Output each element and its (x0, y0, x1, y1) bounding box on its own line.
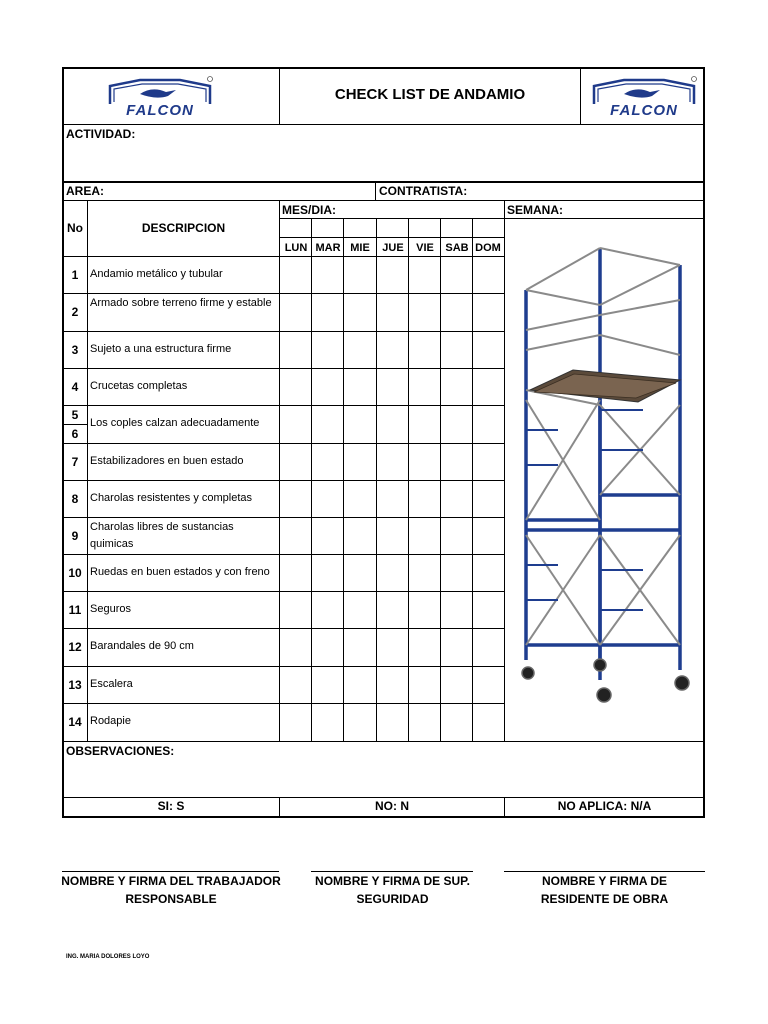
item-no: 7 (71, 455, 79, 469)
semana-label: SEMANA: (507, 203, 563, 217)
signature-resident-line2: RESIDENTE DE OBRA (540, 892, 669, 906)
contratista-label: CONTRATISTA: (379, 184, 468, 198)
day-mar: MAR (315, 242, 341, 254)
item-no: 12 (68, 640, 82, 654)
item-no: 11 (68, 603, 82, 617)
day-sab: SAB (445, 242, 469, 254)
area-label: AREA: (66, 184, 104, 198)
signature-safety-line2: SEGURIDAD (356, 892, 429, 906)
item-desc: Estabilizadores en buen estado (90, 455, 244, 467)
signature-resident (504, 872, 705, 908)
item-no: 4 (71, 380, 79, 394)
item-no: 5 (71, 408, 79, 422)
item-desc: Andamio metálico y tubular (90, 268, 223, 280)
col-no-header: No (67, 221, 83, 235)
item-no: 9 (71, 529, 79, 543)
row-line (63, 331, 504, 332)
observaciones-bottom-line (63, 797, 704, 798)
signature-worker-line1: NOMBRE Y FIRMA DEL TRABAJADOR (61, 874, 281, 888)
page-title: CHECK LIST DE ANDAMIO (334, 86, 526, 103)
legend-no: NO: N (375, 799, 409, 813)
day-vie: VIE (416, 242, 434, 254)
item-desc: Seguros (90, 603, 131, 615)
item-desc: Ruedas en buen estados y con freno (90, 566, 270, 578)
day-lun: LUN (284, 242, 308, 254)
item-no: 14 (68, 715, 82, 729)
signature-worker (58, 872, 284, 908)
item-no: 2 (71, 305, 79, 319)
falcon-logo-right (586, 74, 702, 120)
scaffold-icon (508, 240, 702, 710)
row-line (63, 666, 504, 667)
signature-resident-line1: NOMBRE Y FIRMA DE (541, 874, 668, 888)
footer-author: ING. MARIA DOLORES LOYO (66, 954, 150, 960)
observaciones-label: OBSERVACIONES: (66, 744, 175, 758)
row-line (63, 405, 504, 406)
item-no: 1 (71, 268, 79, 282)
item-no: 3 (71, 343, 79, 357)
date-row-bottom-line (279, 237, 504, 238)
actividad-bottom-line (63, 181, 704, 183)
row-line (63, 591, 504, 592)
area-divider (375, 182, 376, 200)
item-desc: Armado sobre terreno firme y estable (90, 297, 272, 309)
table-bottom-line (63, 741, 704, 742)
row-line (63, 443, 504, 444)
col-days-divider (504, 201, 505, 741)
signature-worker-line2: RESPONSABLE (125, 892, 217, 906)
signature-safety (300, 872, 485, 908)
item-desc: Escalera (90, 678, 133, 690)
item-desc: Los coples calzan adecuadamente (90, 417, 260, 429)
area-bottom-line (63, 200, 704, 201)
row-line (63, 293, 504, 294)
row-line-split (63, 424, 87, 425)
falcon-logo-text-left: FALCON (126, 102, 194, 119)
item-no: 10 (68, 566, 82, 580)
mes-dia-label: MES/DIA: (282, 203, 336, 217)
scaffold-illustration (508, 240, 702, 710)
item-no: 13 (68, 678, 82, 692)
col-desc-header: DESCRIPCION (141, 221, 226, 235)
row-line (63, 517, 504, 518)
falcon-logo-text-right: FALCON (610, 102, 678, 119)
row-line (63, 480, 504, 481)
header-divider-right (580, 68, 581, 124)
item-desc: Barandales de 90 cm (90, 640, 194, 652)
col-desc-divider (279, 201, 280, 741)
legend-si: SI: S (157, 799, 185, 813)
falcon-logo-left (100, 74, 220, 120)
col-no-divider (87, 201, 88, 741)
actividad-label: ACTIVIDAD: (66, 127, 136, 141)
day-mie: MIE (350, 242, 370, 254)
legend-na: NO APLICA: N/A (557, 799, 652, 813)
item-desc: Crucetas completas (90, 380, 188, 392)
item-desc: Charolas libres de sustancias quimicas (90, 521, 234, 550)
row-line (63, 703, 504, 704)
row-line (63, 368, 504, 369)
signature-safety-line1: NOMBRE Y FIRMA DE SUP. (315, 874, 470, 888)
item-no: 6 (71, 427, 79, 441)
table-header-bottom-line (63, 256, 504, 257)
item-no: 8 (71, 492, 79, 506)
item-desc: Charolas resistentes y completas (90, 492, 253, 504)
item-desc: Sujeto a una estructura firme (90, 343, 232, 355)
item-desc: Rodapie (90, 715, 131, 727)
row-line (63, 554, 504, 555)
day-jue: JUE (382, 242, 404, 254)
day-dom: DOM (475, 242, 501, 254)
row-line (63, 628, 504, 629)
header-bottom-line (63, 124, 704, 125)
